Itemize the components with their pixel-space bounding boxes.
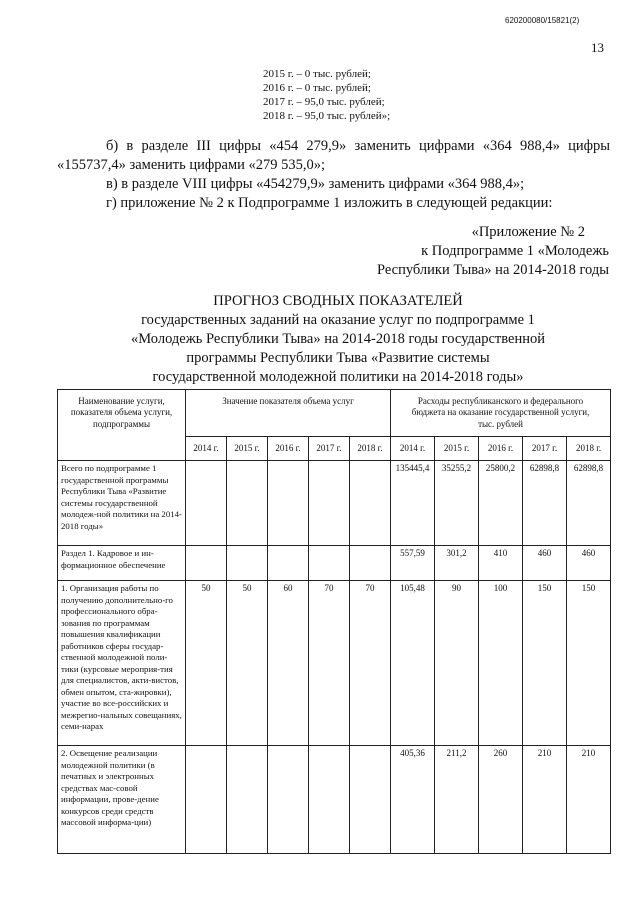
expense-cell: 210 <box>567 746 611 854</box>
row-name: Раздел 1. Кадровое и ин-формационное обеспечение <box>58 546 186 581</box>
expense-cell: 62898,8 <box>567 461 611 546</box>
title-line: «Молодежь Республики Тыва» на 2014-2018 годы государственной <box>131 331 545 347</box>
appendix-line1: «Приложение № 2 <box>471 224 585 240</box>
volume-cell <box>309 746 350 854</box>
column-header-service: Наименование услуги, показателя объема услуги, подпрограммы <box>58 390 186 461</box>
paragraph-g: г) приложение № 2 к Подпрограмме 1 изложить в следующей редакции: <box>106 195 553 211</box>
year-header: 2015 г. <box>227 437 268 461</box>
expense-cell: 260 <box>479 746 523 854</box>
year-header: 2017 г. <box>523 437 567 461</box>
column-group-volume: Значение показателя объема услуг <box>186 390 391 437</box>
volume-cell: 70 <box>350 581 391 746</box>
indicators-table <box>57 389 611 854</box>
expense-cell: 150 <box>523 581 567 746</box>
column-group-expenses: Расходы республиканского и федерального бюджета на оказание государственной услуги, тыс. рублей <box>391 390 611 437</box>
expense-cell: 25800,2 <box>479 461 523 546</box>
expense-cell: 210 <box>523 746 567 854</box>
expense-cell: 62898,8 <box>523 461 567 546</box>
expense-cell: 100 <box>479 581 523 746</box>
title-line: программы Республики Тыва «Развитие системы <box>186 350 490 366</box>
table-row <box>58 461 611 546</box>
volume-cell <box>268 746 309 854</box>
table-row <box>58 746 611 854</box>
volume-cell <box>350 546 391 581</box>
volume-cell <box>227 746 268 854</box>
volume-cell <box>268 546 309 581</box>
year-header: 2014 г. <box>186 437 227 461</box>
volume-cell <box>186 546 227 581</box>
year-header: 2018 г. <box>567 437 611 461</box>
expense-cell: 460 <box>567 546 611 581</box>
row-name: 2. Освещение реализации молодежной политики (в печатных и электронных средствах мас-совой информации, прове-дение конкурсов среди средств массовой информа-ции) <box>58 746 186 854</box>
year-header: 2016 г. <box>268 437 309 461</box>
document-code: 620200080/15821(2) <box>505 16 580 25</box>
finance-line: 2016 г. – 0 тыс. рублей; <box>263 82 371 94</box>
volume-cell <box>268 461 309 546</box>
expense-cell: 301,2 <box>435 546 479 581</box>
volume-cell <box>227 461 268 546</box>
year-header: 2017 г. <box>309 437 350 461</box>
appendix-line2: к Подпрограмме 1 «Молодежь <box>421 243 609 259</box>
finance-line: 2017 г. – 95,0 тыс. рублей; <box>263 96 385 108</box>
paragraph-b-line1: б) в разделе III цифры «454 279,9» заменить цифрами «364 988,4» цифры <box>106 138 610 154</box>
year-header: 2018 г. <box>350 437 391 461</box>
volume-cell <box>350 746 391 854</box>
volume-cell <box>350 461 391 546</box>
expense-cell: 460 <box>523 546 567 581</box>
expense-cell: 150 <box>567 581 611 746</box>
title-line: государственной молодежной политики на 2014-2018 годы» <box>152 369 524 385</box>
finance-line: 2018 г. – 95,0 тыс. рублей»; <box>263 110 391 122</box>
year-header: 2016 г. <box>479 437 523 461</box>
expense-cell: 211,2 <box>435 746 479 854</box>
year-header: 2014 г. <box>391 437 435 461</box>
finance-line: 2015 г. – 0 тыс. рублей; <box>263 68 371 80</box>
year-header: 2015 г. <box>435 437 479 461</box>
volume-cell <box>227 546 268 581</box>
volume-cell <box>309 461 350 546</box>
expense-cell: 105,48 <box>391 581 435 746</box>
volume-cell: 50 <box>186 581 227 746</box>
title-heading: ПРОГНОЗ СВОДНЫХ ПОКАЗАТЕЛЕЙ <box>213 293 463 309</box>
volume-cell <box>186 461 227 546</box>
expense-cell: 90 <box>435 581 479 746</box>
row-name: 1. Организация работы по получению дополнительно-го профессионального обра-зования по программам повышения квалификации работников сферы государ-ственной молодежной поли-тики (курсовые мероприя-тия для специалистов, акти-вистов, обмен опытом, ста-жировки), участие во все-российских и межрегио-нальных совещаниях, семи-нарах <box>58 581 186 746</box>
table-row <box>58 581 611 746</box>
volume-cell: 60 <box>268 581 309 746</box>
volume-cell <box>186 746 227 854</box>
expense-cell: 557,59 <box>391 546 435 581</box>
paragraph-b-line2: «155737,4» заменить цифрами «279 535,0»; <box>57 157 326 173</box>
volume-cell: 70 <box>309 581 350 746</box>
paragraph-v: в) в разделе VIII цифры «454279,9» заменить цифрами «364 988,4»; <box>106 176 525 192</box>
expense-cell: 35255,2 <box>435 461 479 546</box>
expense-cell: 410 <box>479 546 523 581</box>
appendix-line3: Республики Тыва» на 2014-2018 годы <box>376 262 609 278</box>
title-line: государственных заданий на оказание услуг по подпрограмме 1 <box>141 312 535 328</box>
volume-cell: 50 <box>227 581 268 746</box>
expense-cell: 135445,4 <box>391 461 435 546</box>
volume-cell <box>309 546 350 581</box>
page-number: 13 <box>591 40 604 55</box>
table-row <box>58 546 611 581</box>
row-name: Всего по подпрограмме 1 государственной программы Республики Тыва «Развитие системы государственной молодеж-ной политики на 2014-2018 годы» <box>58 461 186 546</box>
expense-cell: 405,36 <box>391 746 435 854</box>
